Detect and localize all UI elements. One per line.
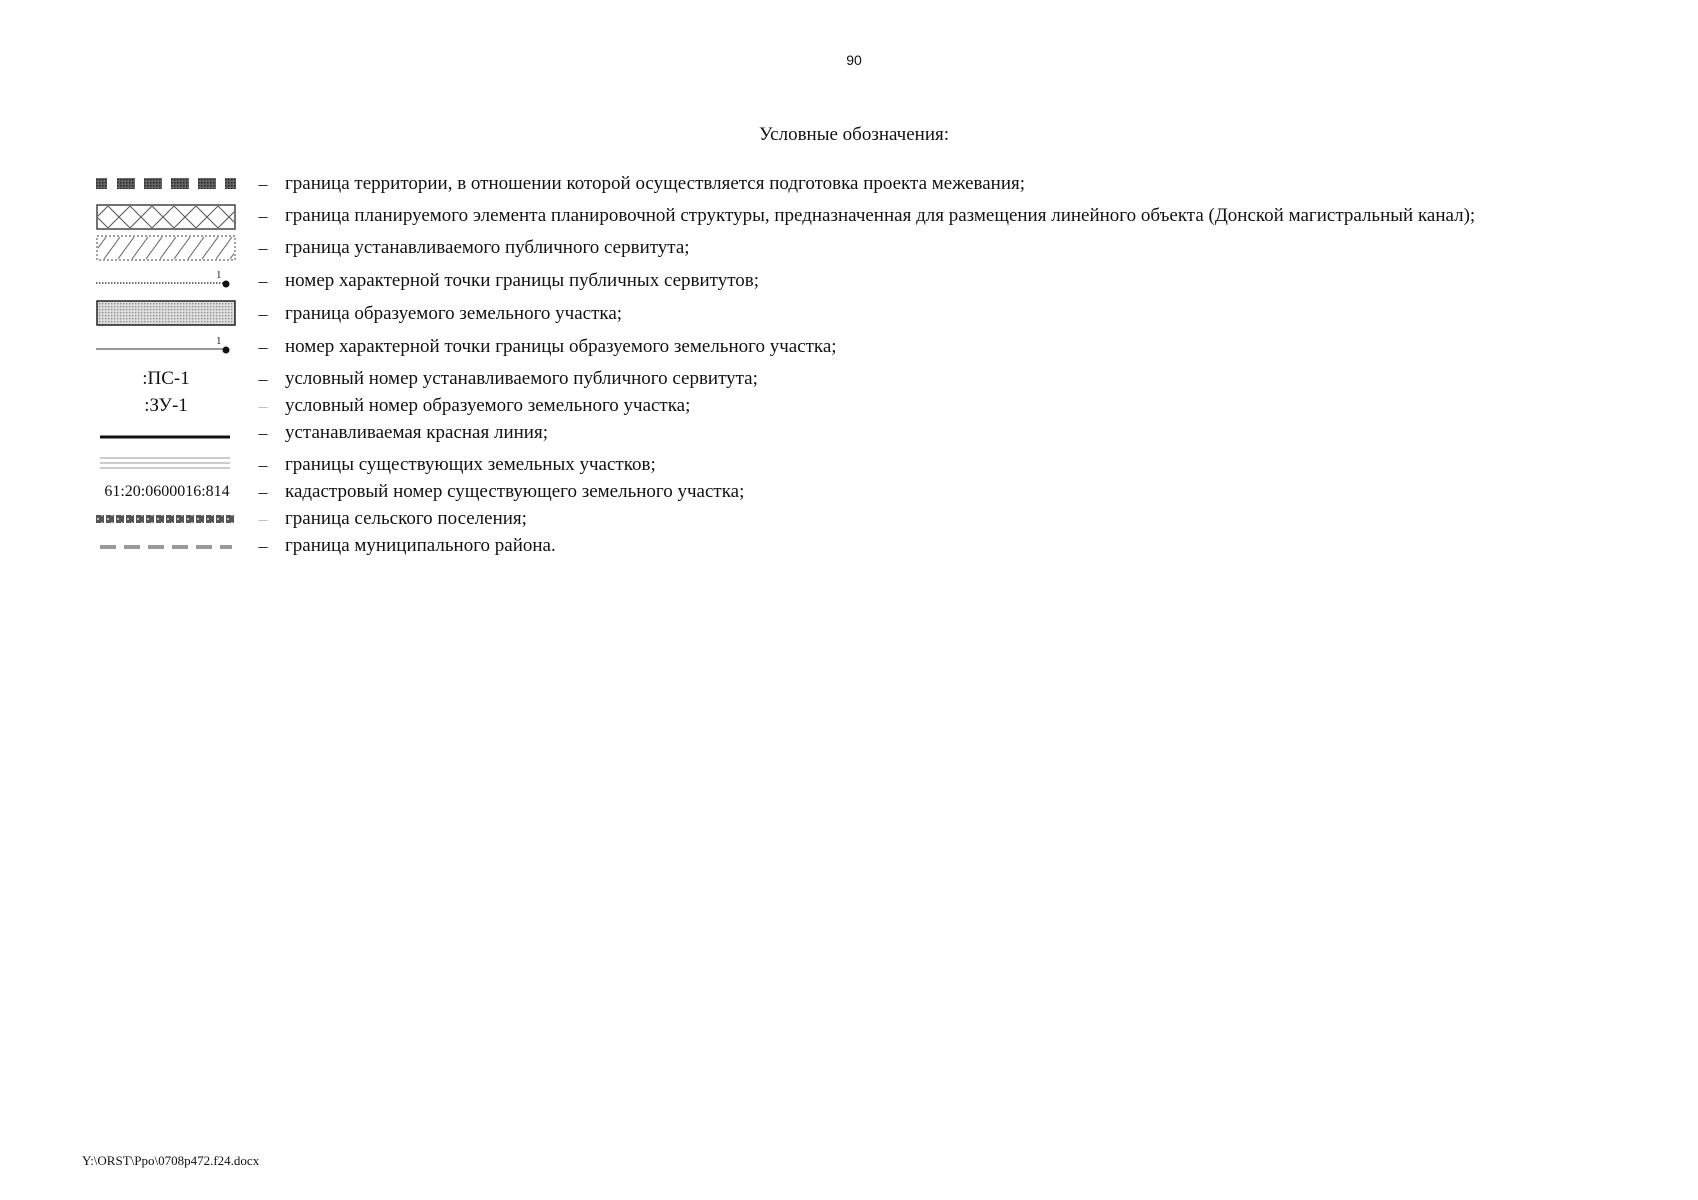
- dash-separator: –: [258, 271, 268, 291]
- servitude-number-label: :ПС-1: [142, 368, 190, 389]
- legend-description: условный номер устанавливаемого публичного сервитута;: [285, 368, 758, 389]
- dash-separator: –: [258, 536, 268, 556]
- dash-separator: –: [258, 238, 268, 258]
- legend-description: номер характерной точки границы публичных сервитутов;: [285, 270, 760, 291]
- gray-dashed-line-symbol: [96, 536, 236, 556]
- legend-title: Условные обозначения:: [758, 124, 950, 145]
- legend-description: граница сельского поселения;: [285, 508, 527, 529]
- dash-separator: –: [258, 337, 268, 357]
- point-number-label: 1: [216, 269, 222, 281]
- land-plot-number-label: :ЗУ-1: [144, 395, 188, 416]
- page-number: 90: [846, 52, 862, 68]
- stippled-box-symbol: [96, 300, 236, 326]
- dash-separator: –: [258, 482, 268, 502]
- legend-description: граница территории, в отношении которой осуществляется подготовка проекта межевания;: [285, 173, 1026, 194]
- dotted-line-point-symbol: [96, 269, 236, 291]
- legend-description: устанавливаемая красная линия;: [285, 422, 548, 443]
- dash-separator: –: [258, 455, 268, 475]
- document-path-footer: Y:\ORST\Ppo\0708p472.f24.docx: [82, 1153, 260, 1168]
- legend-description: кадастровый номер существующего земельного участка;: [285, 481, 745, 502]
- thick-line-symbol: [96, 423, 236, 445]
- dash-separator: –: [258, 304, 268, 324]
- triple-line-symbol: [96, 451, 236, 473]
- diagonal-hatch-box-symbol: [96, 235, 236, 261]
- legend-description: граница планируемого элемента планировочной структуры, предназначенная для размещения линейного объекта (Донской магистральный канал);: [285, 205, 1476, 226]
- dash-separator: –: [258, 369, 268, 389]
- dash-separator: –: [258, 423, 268, 443]
- legend-description: граница образуемого земельного участка;: [285, 303, 623, 324]
- point-number-label: 1: [216, 335, 222, 347]
- legend-description: границы существующих земельных участков;: [285, 454, 656, 475]
- dash-separator: –: [258, 206, 268, 226]
- legend-description: граница муниципального района.: [285, 535, 556, 556]
- checkered-line-symbol: [96, 509, 236, 529]
- dash-separator: –: [258, 396, 268, 416]
- legend-description: номер характерной точки границы образуемого земельного участка;: [285, 336, 837, 357]
- crosshatch-box-symbol: [96, 204, 236, 230]
- dark-dashed-boundary-symbol: [96, 176, 236, 192]
- cadastral-number-label: 61:20:0600016:814: [104, 483, 230, 500]
- dash-separator: –: [258, 174, 268, 194]
- legend-description: условный номер образуемого земельного участка;: [285, 395, 691, 416]
- dash-separator: –: [258, 509, 268, 529]
- legend-description: граница устанавливаемого публичного сервитута;: [285, 237, 690, 258]
- solid-line-point-symbol: [96, 335, 236, 357]
